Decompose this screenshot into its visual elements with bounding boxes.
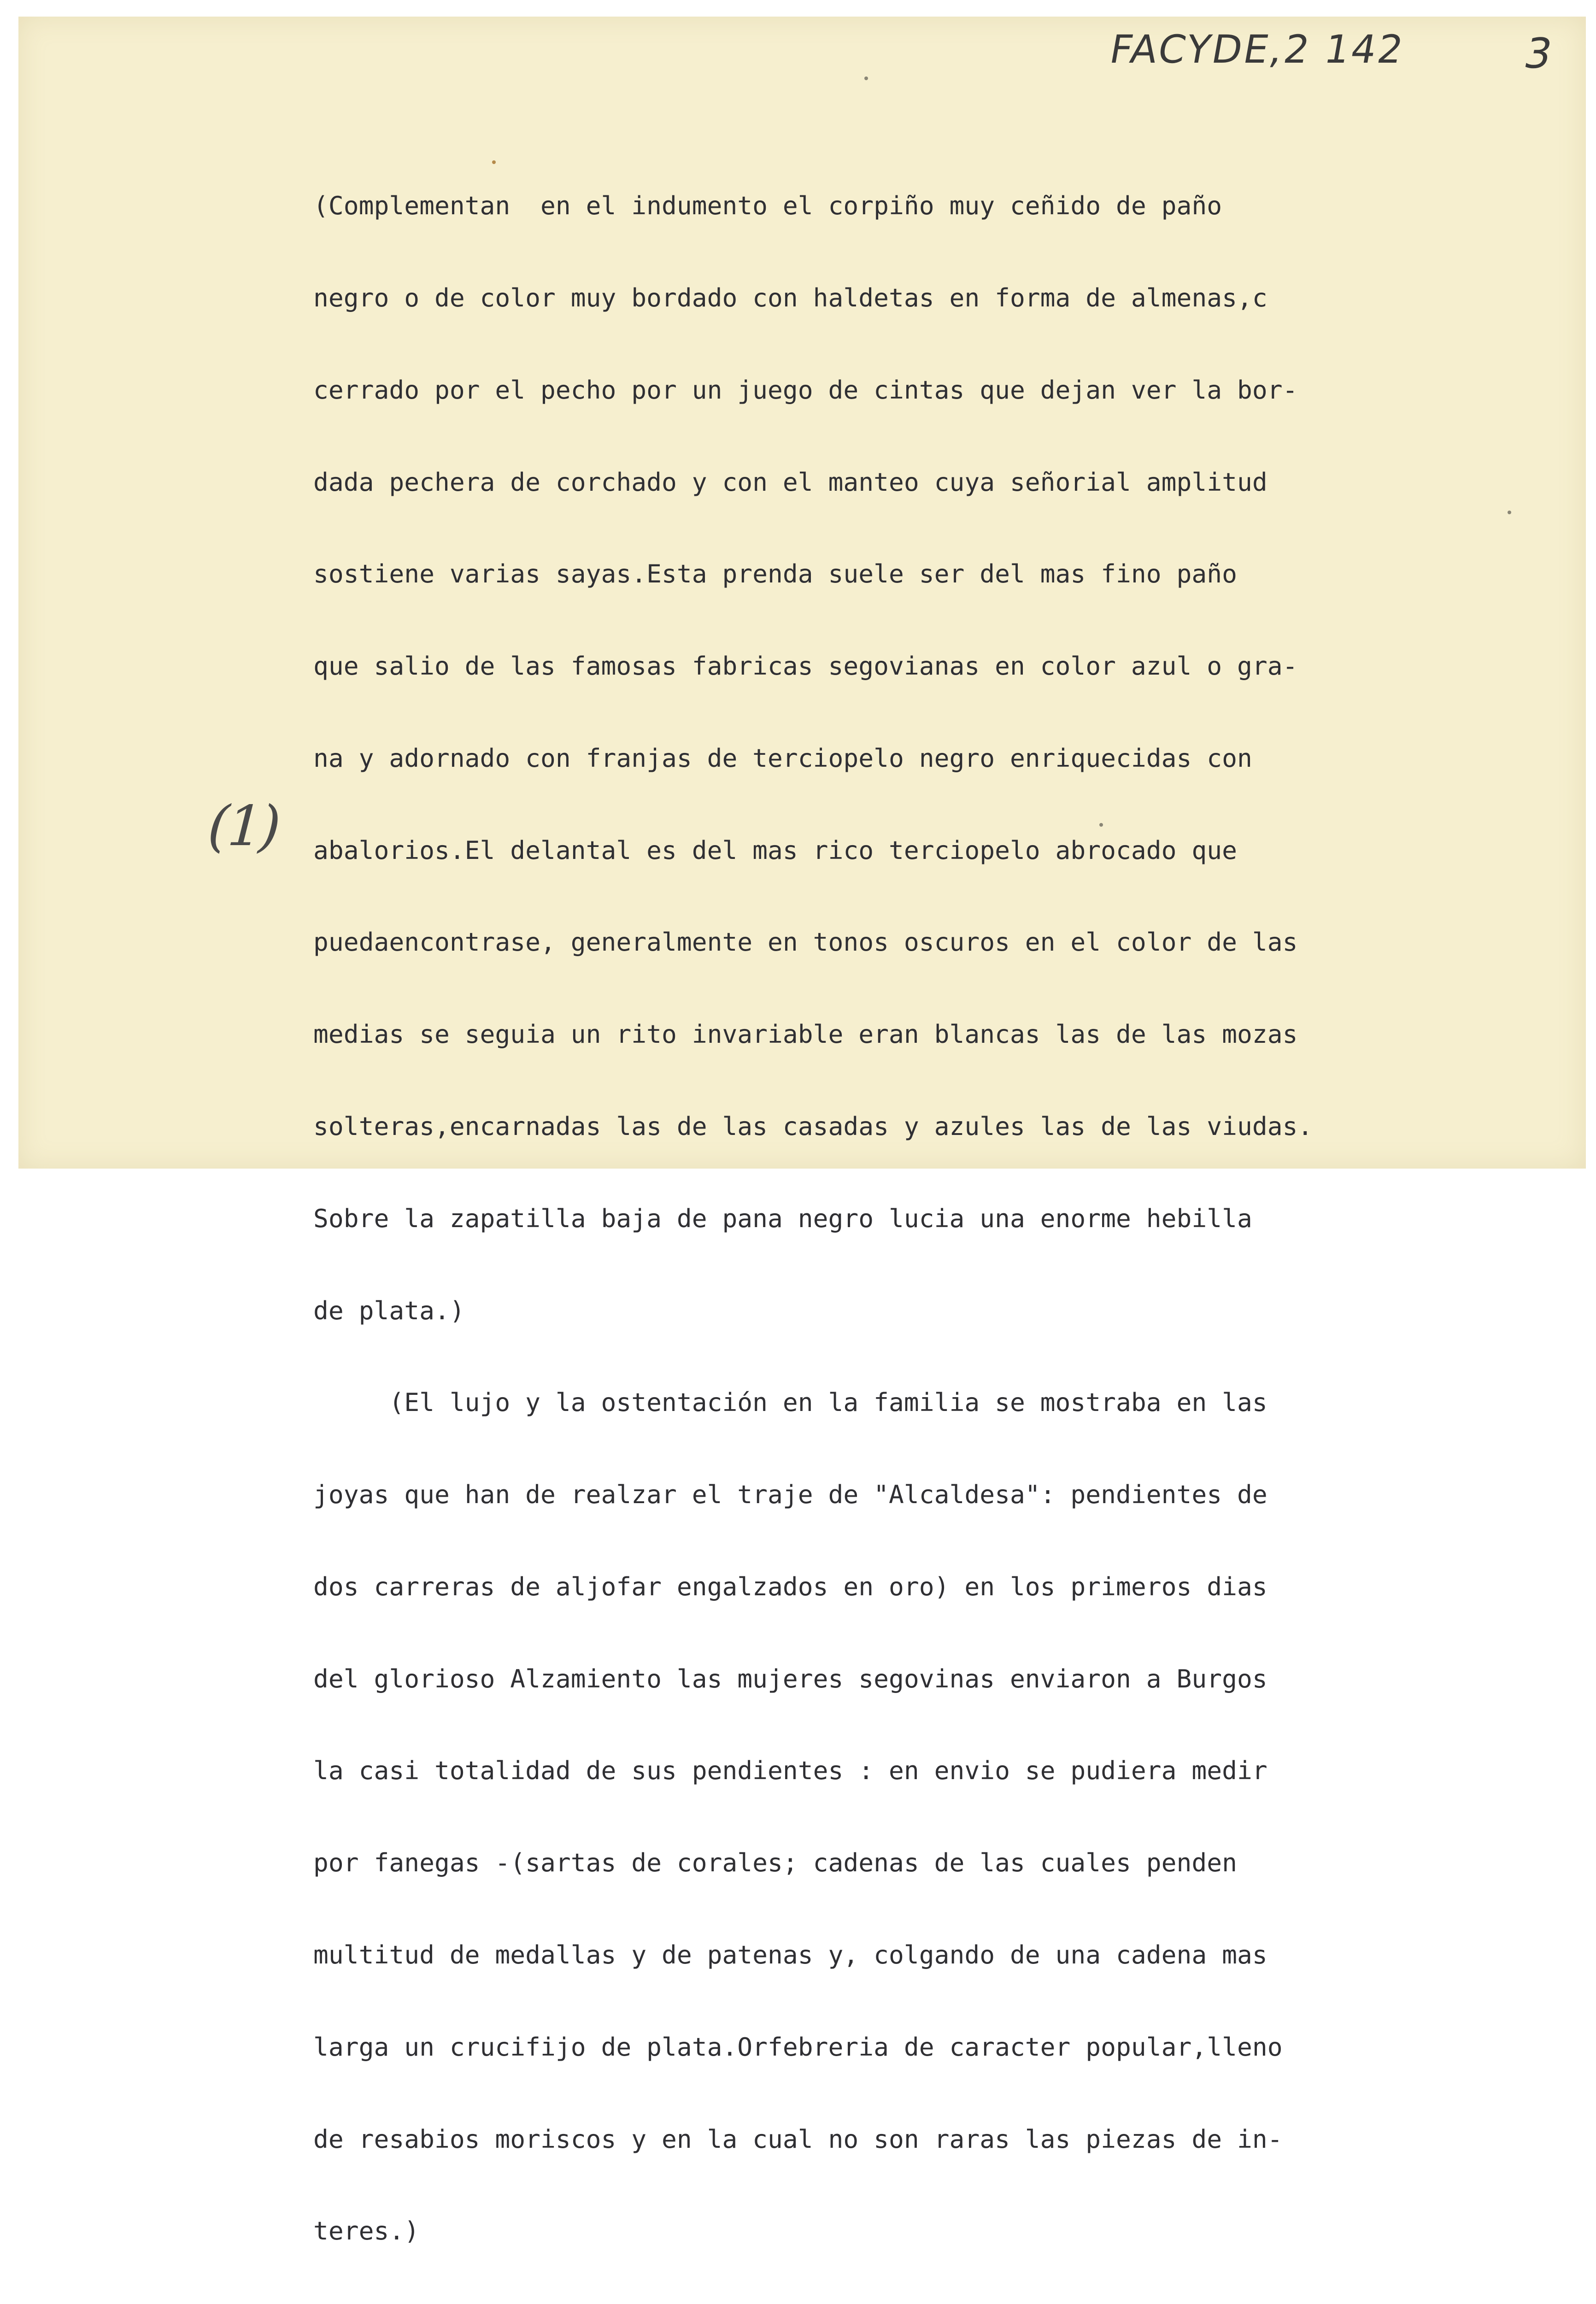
page-number: 3 (1520, 29, 1557, 78)
text-line: la casi totalidad de sus pendientes : en envio se pudiera medir (313, 1756, 1267, 1786)
paper-speck (864, 76, 868, 80)
text-line: del glorioso Alzamiento las mujeres segovinas enviaron a Burgos (313, 1663, 1267, 1693)
text-line: puedaencontrase, generalmente en tonos oscuros en el color de las (313, 927, 1298, 957)
text-line: multitud de medallas y de patenas y, colgando de una cadena mas (313, 1940, 1267, 1970)
text-line: de plata.) (313, 1295, 465, 1325)
text-line: que salio de las famosas fabricas segovianas en color azul o gra- (313, 651, 1298, 681)
text-line: teres.) (313, 2216, 420, 2246)
text-line: solteras,encarnadas las de las casadas y azules las de las viudas. (313, 1111, 1313, 1141)
text-line: por fanegas -(sartas de corales; cadenas de las cuales penden (313, 1848, 1237, 1878)
text-line: cerrado por el pecho por un juego de cintas que dejan ver la bor- (313, 375, 1298, 405)
text-line: medias se seguia un rito invariable eran blancas las de las mozas (313, 1019, 1298, 1049)
text-line: (Complementan en el indumento el corpiño muy ceñido de paño (313, 191, 1222, 221)
text-line: de resabios moriscos y en la cual no son raras las piezas de in- (313, 2124, 1283, 2154)
text-line: larga un crucifijo de plata.Orfebreria de caracter popular,lleno (313, 2032, 1283, 2062)
text-line: dos carreras de aljofar engalzados en oro) en los primeros dias (313, 1571, 1267, 1601)
document-page (18, 17, 1586, 2246)
archive-reference: FACYDE,2 142 (1106, 27, 1408, 72)
text-line: joyas que han de realzar el traje de "Alcaldesa": pendientes de (313, 1480, 1267, 1510)
margin-note: (1) (200, 794, 287, 858)
text-line: sostiene varias sayas.Esta prenda suele ser del mas fino paño (313, 559, 1237, 589)
text-line: abalorios.El delantal es del mas rico terciopelo abrocado que (313, 835, 1237, 865)
text-line: negro o de color muy bordado con haldetas en forma de almenas,c (313, 282, 1267, 312)
text-line: (El lujo y la ostentación en la familia se mostraba en las (313, 1387, 1267, 1417)
paper-speck (1508, 511, 1511, 514)
text-line: na y adornado con franjas de terciopelo negro enriquecidas con (313, 743, 1252, 773)
text-line: dada pechera de corchado y con el manteo cuya señorial amplitud (313, 467, 1267, 497)
typescript-body (313, 129, 1313, 2304)
text-line: Sobre la zapatilla baja de pana negro lucia una enorme hebilla (313, 1203, 1252, 1233)
